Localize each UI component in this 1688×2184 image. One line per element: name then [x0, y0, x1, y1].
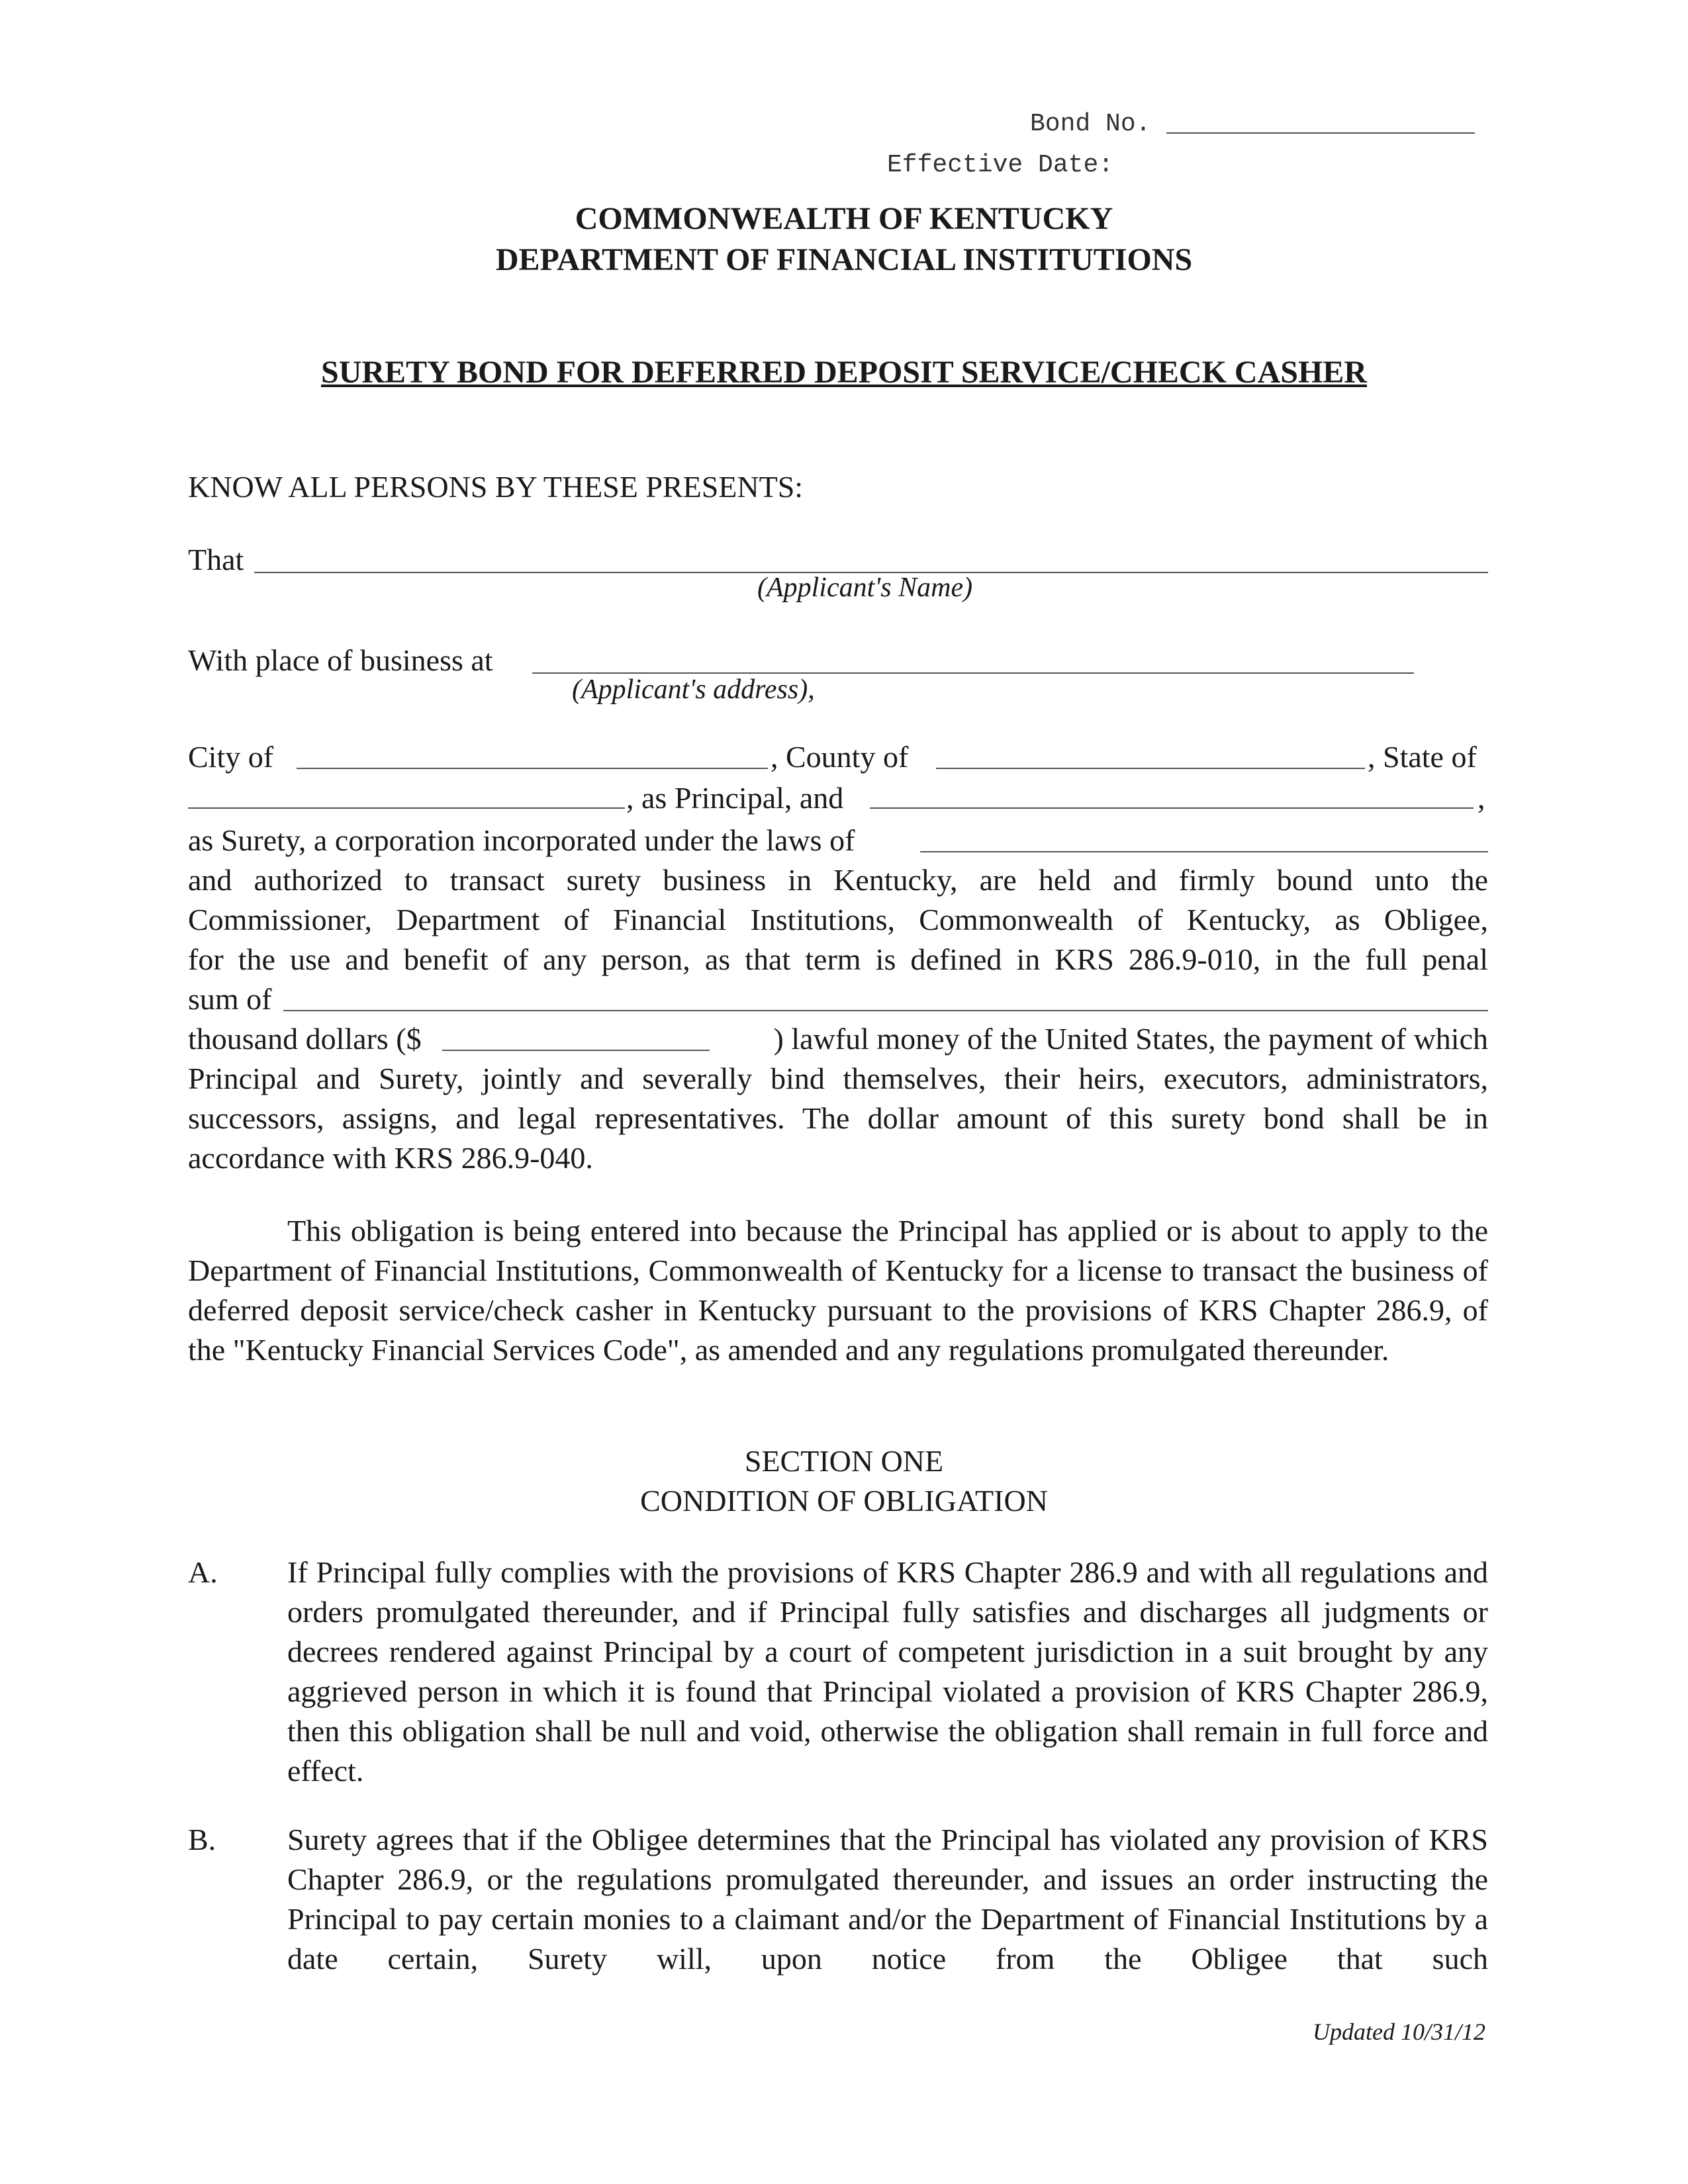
bond-title: SURETY BOND FOR DEFERRED DEPOSIT SERVICE/CHECK CASHER — [321, 355, 1367, 390]
section-heading1: SECTION ONE — [744, 1444, 944, 1478]
sum-field[interactable] — [283, 1010, 1488, 1011]
obligation-paragraph: This obligation is being entered into because the Principal has applied or is about to apply to the Department of Financial Institutions, Commonwealth of Kentucky for a license to transact the business of deferred deposit service/check casher in Kentucky pursuant to the provisions of KRS Chapter 286.9, of the "Kentucky Financial Services Code", as amended and any regulations promulgated thereunder. — [188, 1214, 1488, 1367]
city-label: City of — [188, 740, 274, 774]
bind-line3: accordance with KRS 286.9-040. — [188, 1141, 593, 1175]
title-line2: DEPARTMENT OF FINANCIAL INSTITUTIONS — [495, 242, 1193, 277]
authorized-line3: for the use and benefit of any person, as that term is defined in KRS 286.9-010, in the full penal — [188, 942, 1488, 976]
thousand-label: thousand dollars ($ — [188, 1022, 422, 1056]
state-field[interactable] — [188, 807, 625, 809]
lawful-money-text: ) lawful money of the United States, the payment of which — [773, 1022, 1488, 1056]
surety-name-field[interactable] — [870, 807, 1474, 809]
authorized-line2: Commissioner, Department of Financial Institutions, Commonwealth of Kentucky, as Obligee, — [188, 903, 1488, 936]
state-label: , State of — [1368, 740, 1477, 774]
county-label: , County of — [771, 740, 909, 774]
bind-line1: Principal and Surety, jointly and severally bind themselves, their heirs, executors, administrators, — [188, 1062, 1488, 1095]
county-field[interactable] — [936, 768, 1365, 769]
applicant-address-caption: (Applicant's address), — [572, 674, 815, 705]
item-b-text: Surety agrees that if the Obligee determines that the Principal has violated any provision of KRS Chapter 286.9, or the regulations promulgated thereunder, and issues an order instructing the Principal to pay certain monies to a claimant and/or the Department of Financial Institutions by a date certain, Surety will, upon notice from the Obligee that such — [287, 1823, 1488, 1976]
dollar-amount-field[interactable] — [442, 1050, 710, 1051]
updated-date: Updated 10/31/12 — [1313, 2019, 1485, 2045]
item-b-label: B. — [188, 1823, 216, 1856]
effective-date-label: Effective Date: — [887, 151, 1114, 179]
bond-no-field[interactable] — [1166, 132, 1475, 134]
bind-line2: successors, assigns, and legal representatives. The dollar amount of this surety bond shall be in — [188, 1101, 1488, 1135]
principal-label: , as Principal, and — [626, 781, 844, 815]
city-field[interactable] — [297, 768, 768, 769]
incorporation-state-field[interactable] — [920, 851, 1488, 852]
surety-label: as Surety, a corporation incorporated under the laws of — [188, 823, 855, 857]
place-of-business-label: With place of business at — [188, 643, 493, 677]
applicant-name-caption: (Applicant's Name) — [757, 572, 973, 603]
know-all-heading: KNOW ALL PERSONS BY THESE PRESENTS: — [188, 470, 804, 504]
item-a-text: If Principal fully complies with the provisions of KRS Chapter 286.9 and with all regulations and orders promulgated thereunder, and if Principal fully satisfies and discharges all judgments or decrees rendered against Principal by a court of competent jurisdiction in a suit brought by any aggrieved person in which it is found that Principal violated a provision of KRS Chapter 286.9, then this obligation shall be null and void, otherwise the obligation shall remain in full force and effect. — [287, 1555, 1488, 1788]
item-a-label: A. — [188, 1555, 218, 1589]
principal-comma: , — [1477, 781, 1485, 815]
section-heading2: CONDITION OF OBLIGATION — [640, 1484, 1048, 1518]
authorized-line1: and authorized to transact surety business in Kentucky, are held and firmly bound unto the — [188, 863, 1488, 897]
title-line1: COMMONWEALTH OF KENTUCKY — [575, 201, 1113, 236]
that-label: That — [188, 543, 244, 576]
sum-label: sum of — [188, 982, 272, 1016]
bond-no-label: Bond No. — [1030, 110, 1151, 138]
